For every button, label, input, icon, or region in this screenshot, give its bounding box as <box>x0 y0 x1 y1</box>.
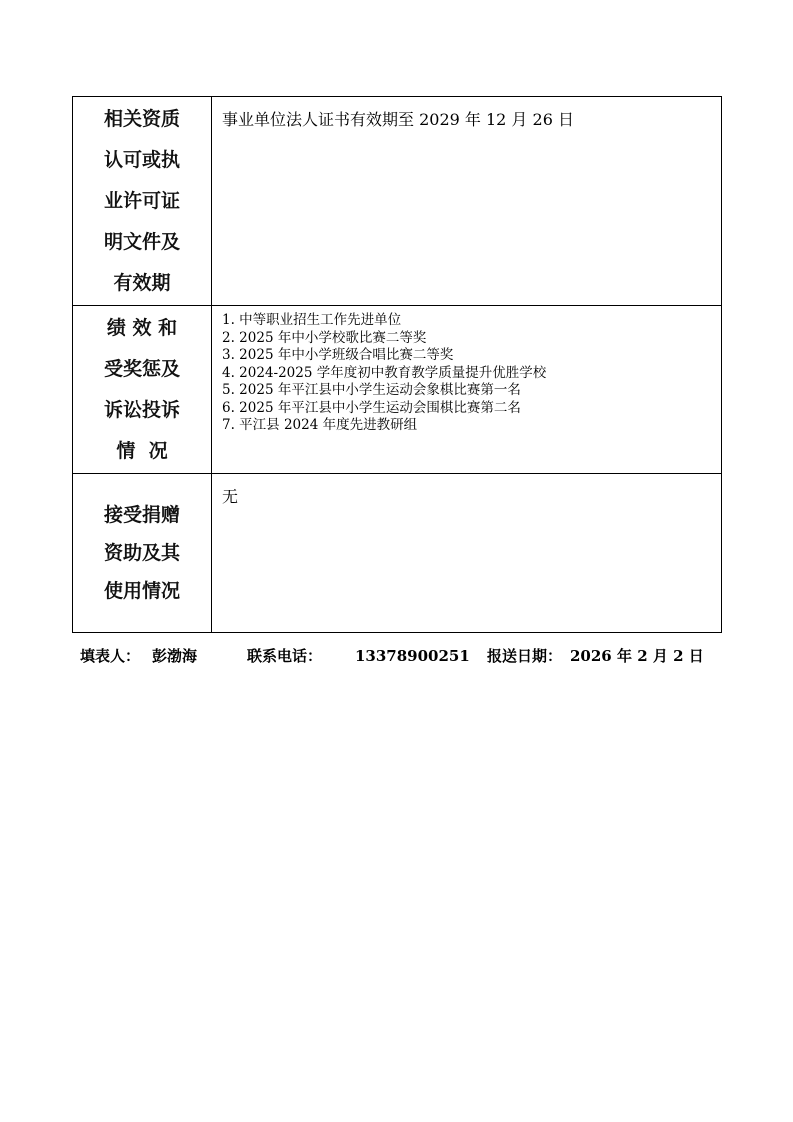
donation-label-line: 使用情况 <box>103 580 180 602</box>
contact-phone: 13378900251 <box>355 647 470 665</box>
list-item: 1. 中等职业招生工作先进单位 <box>222 312 402 328</box>
qualification-row <box>73 97 722 306</box>
awards-label-line: 受奖惩及 <box>103 357 180 380</box>
qualification-label-line: 有效期 <box>113 271 171 294</box>
awards-label-line: 情 况 <box>116 439 168 462</box>
qualification-label <box>73 97 212 306</box>
donation-row <box>73 474 722 633</box>
awards-label-line: 诉讼投诉 <box>103 398 180 421</box>
donation-label-line: 资助及其 <box>103 542 180 564</box>
qualification-content: 事业单位法人证书有效期至 2029 年 12 月 26 日 <box>222 110 574 129</box>
awards-list <box>212 306 721 435</box>
list-item: 3. 2025 年中小学班级合唱比赛二等奖 <box>222 347 454 363</box>
donation-label <box>73 474 212 633</box>
contact-label: 联系电话： <box>247 647 323 665</box>
donation-label-line: 接受捐赠 <box>103 504 180 526</box>
qualification-label-line: 明文件及 <box>103 230 180 253</box>
list-item: 5. 2025 年平江县中小学生运动会象棋比赛第一名 <box>222 382 521 398</box>
info-table <box>72 96 722 633</box>
awards-label <box>73 306 212 474</box>
qualification-label-line: 业许可证 <box>103 189 180 212</box>
donation-content-cell <box>212 474 722 633</box>
awards-row <box>73 306 722 474</box>
qualification-label-line: 认可或执 <box>103 148 180 171</box>
form-footer <box>80 645 730 667</box>
awards-label-line: 绩 效 和 <box>106 316 178 339</box>
qualification-label-line: 相关资质 <box>103 107 180 130</box>
awards-content-cell <box>212 306 722 474</box>
list-item: 7. 平江县 2024 年度先进教研组 <box>222 417 418 433</box>
report-date: 2026 年 2 月 2 日 <box>570 647 704 665</box>
donation-content: 无 <box>222 487 239 506</box>
filler-name: 彭渤海 <box>152 647 198 665</box>
list-item: 4. 2024-2025 学年度初中教育教学质量提升优胜学校 <box>222 364 547 381</box>
list-item: 6. 2025 年平江县中小学生运动会围棋比赛第二名 <box>222 399 521 416</box>
qualification-content-cell <box>212 97 722 306</box>
list-item: 2. 2025 年中小学校歌比赛二等奖 <box>222 329 427 346</box>
filler-label: 填表人： <box>80 647 141 665</box>
report-date-label: 报送日期： <box>487 647 563 665</box>
